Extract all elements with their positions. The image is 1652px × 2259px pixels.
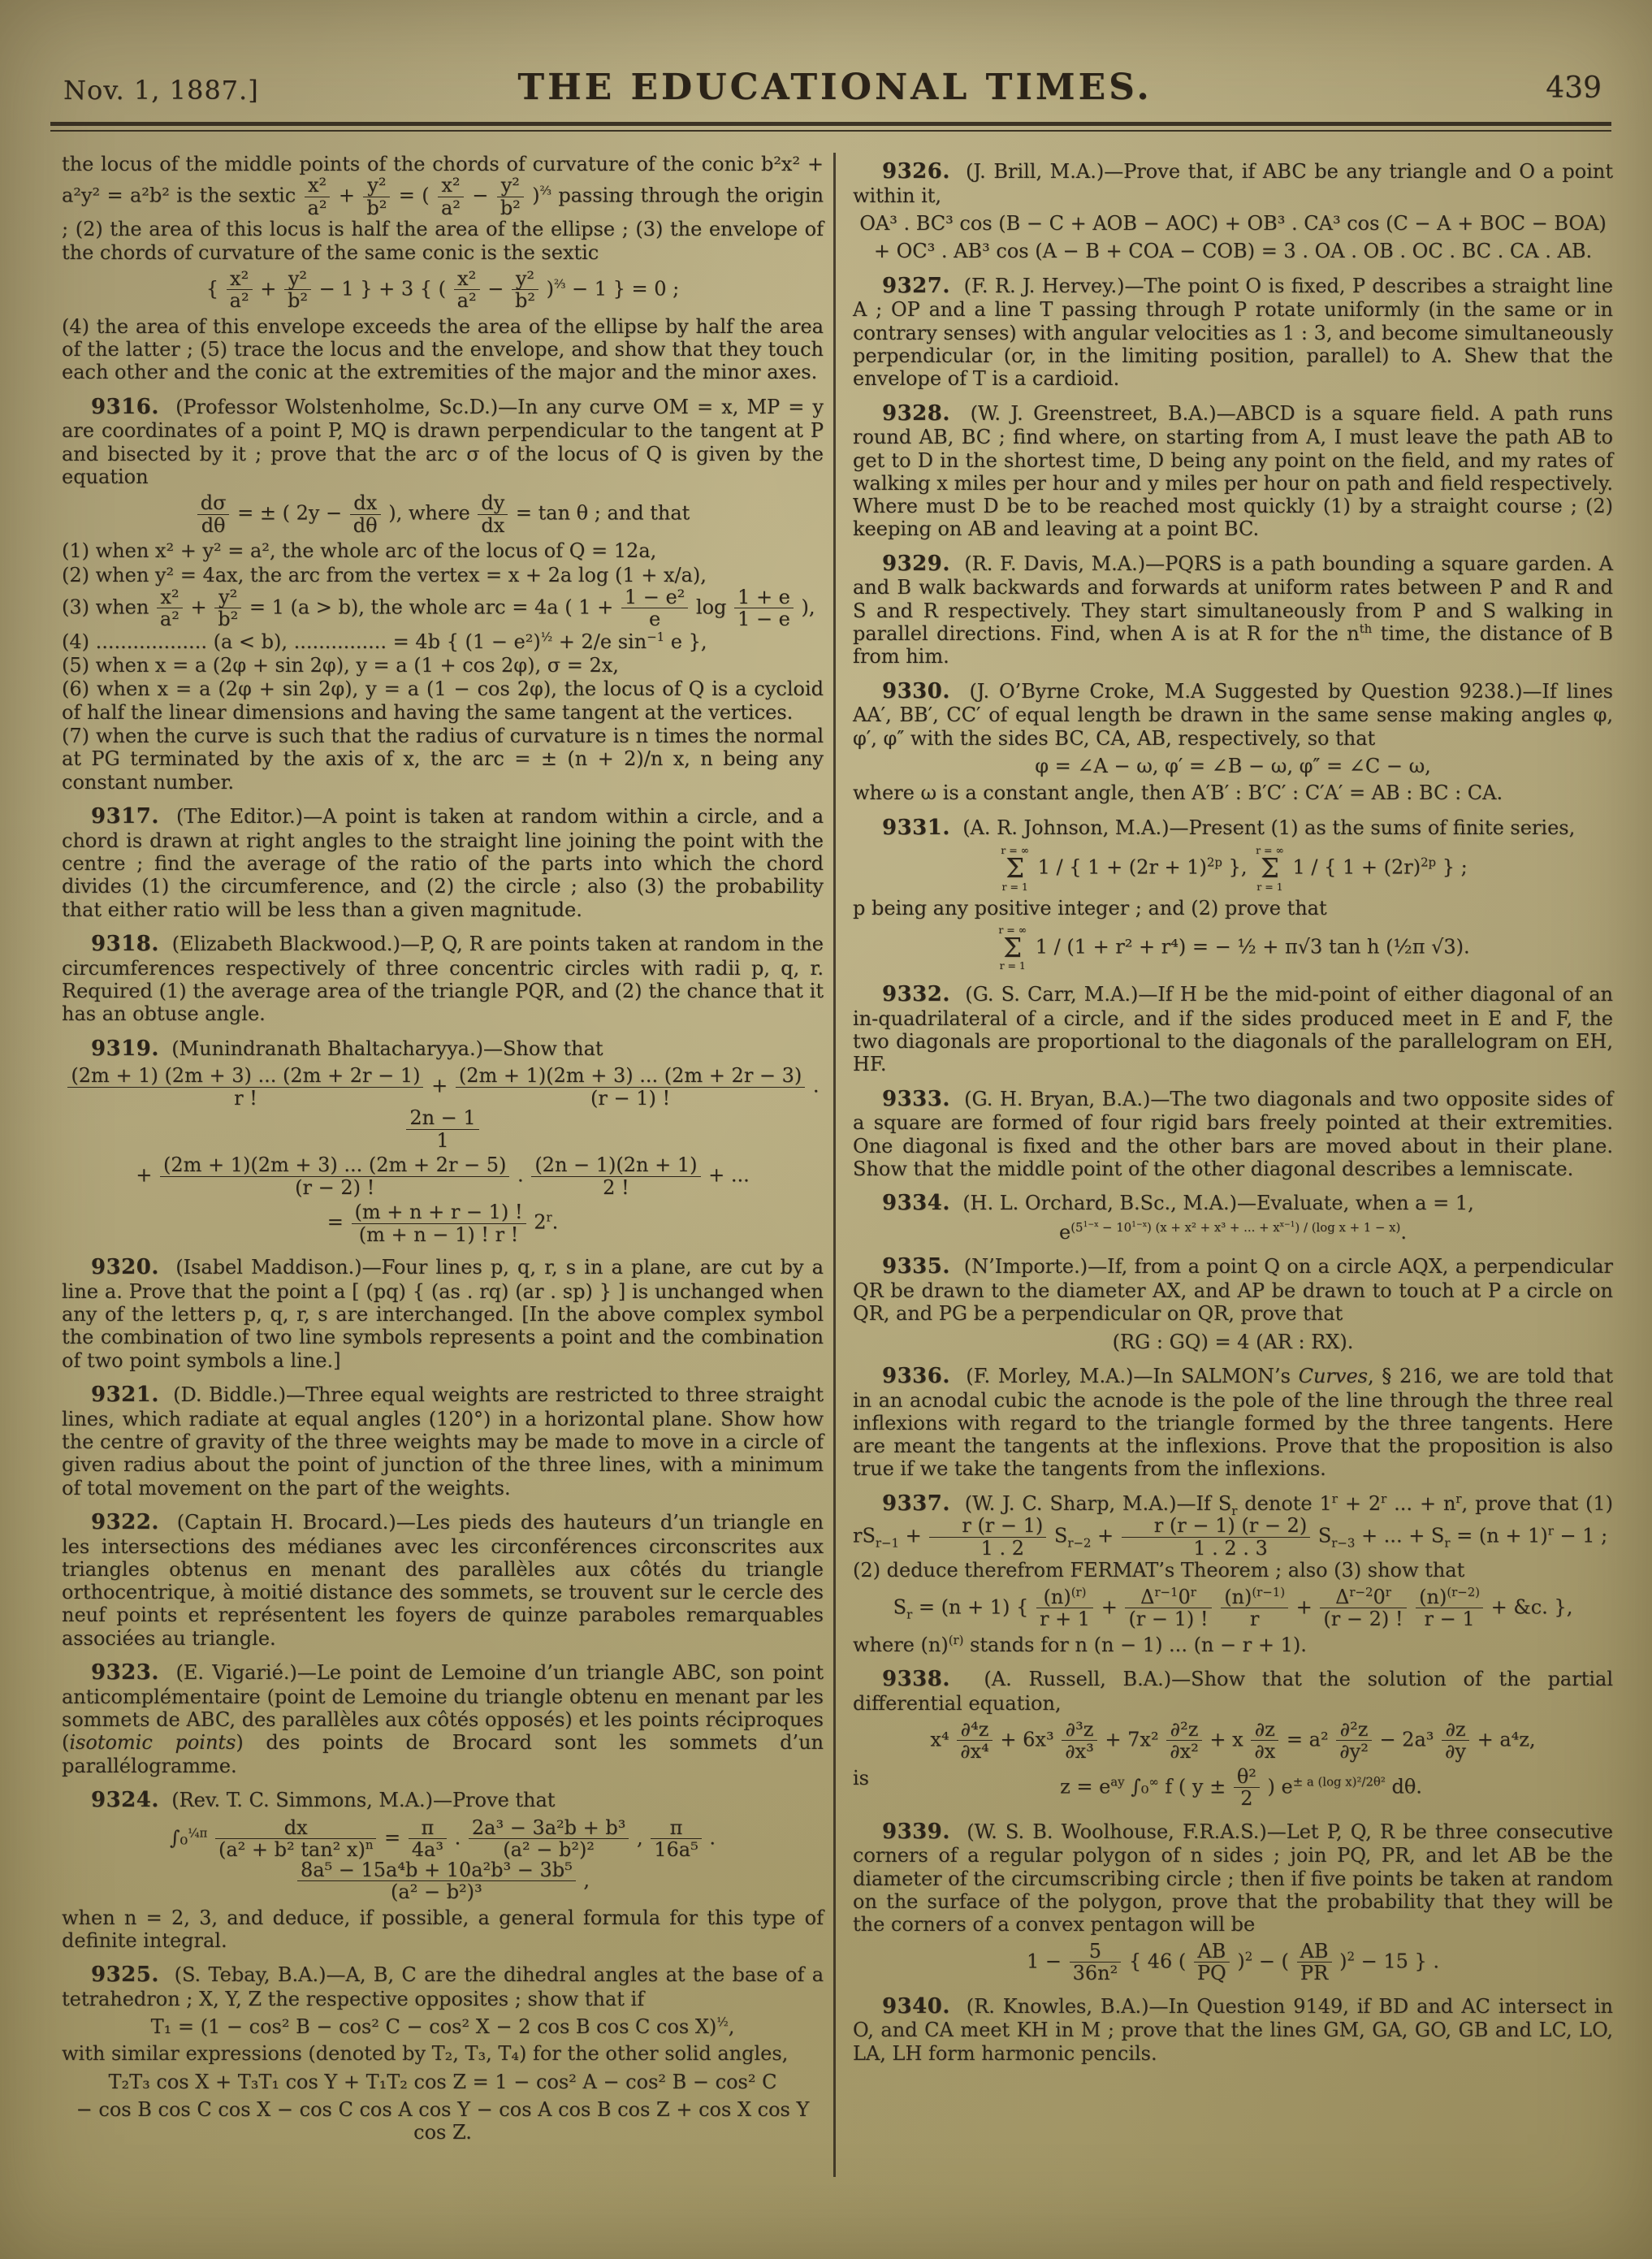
fraction: $\frac{\text{∂²z}}{\text{∂x²}}$ [1165,1720,1204,1762]
problem-opening-paragraph: 9324. (Rev. T. C. Simmons, M.A.)—Prove that [91,1788,556,1812]
problem-9321 [62,1383,824,1500]
problem-9316 [62,395,824,794]
problem-9325 [62,1963,824,2144]
problem-9331 [853,816,1613,972]
problem-9339 [853,1820,1613,1984]
problem-author: (A. Russell, B.A.) [984,1667,1172,1690]
problem-number: 9332. [882,982,950,1007]
problem-number: 9321. [91,1382,159,1407]
fraction: $\frac{\text{∂⁴z}}{\text{∂x⁴}}$ [955,1720,994,1762]
fraction: $\frac{\text{y²}}{\text{b²}}$ [510,269,540,311]
problem-paragraph: (4) the area of this envelope exceeds the area of the ellipse by half the area of the latter ; (5) trace the locus and the envelope, and show that they touch each other and the conic at the extremities of the major and the minor axes. [62,314,824,384]
problem-9326 [853,159,1613,263]
problem-number: 9322. [91,1509,159,1534]
fraction: $\frac{(2m + 1)(2m + 3) ... (2m + 2r - 5)}{(r - 2) !}$ [158,1155,511,1197]
fraction: $\frac{\text{y²}}{\text{b²}}$ [213,587,243,630]
problem-author: (Captain H. Brocard.) [176,1510,396,1534]
fraction: $\frac{\partial z}{\partial x}$ [1249,1720,1280,1762]
sum-symbol: r = ∞ Σ r = 1 [998,923,1027,972]
fraction: $\frac{AB}{PR}$ [1295,1941,1334,1984]
problem-paragraph: where $(n)^{(r)}$ stands for n (n − 1) ... (n − r + 1). [853,1632,1307,1656]
problem-9327 [853,274,1613,391]
problem-number: 9329. [882,551,950,576]
fraction: $\frac{5}{\text{36n²}}$ [1068,1941,1123,1984]
display-formula: − cos B cos C cos X − cos C cos A cos Y − cos A cos B cos Z + cos X cos Y cos Z. [76,2098,810,2144]
display-formula: $\frac{d\sigma}{d\theta}$ = ± ( 2y − $\frac{dx}{d\theta}$ ), where $\frac{dy}{dx}$ = tan θ ; and that [62,493,824,535]
problem-paragraph: (2) deduce therefrom FERMAT’s Theorem ; also (3) show that [853,1559,1465,1582]
problem-opening-paragraph: 9323. (E. Vigarié.)—Le point de Lemoine d’un triangle ABC, son point anticomplémentaire (point de Lemoine du triangle obtenu en menant par les sommets de ABC, des parallèles aux côtés opposés) et les points réciproques (isotomic points) des points de Brocard sont les sommets d’un parallélogramme. [62,1660,824,1777]
journal-title: THE EDUCATIONAL TIMES. [517,67,1153,108]
fraction: $\frac{\Delta^{r-1}0^r}{(r - 1) !}$ [1123,1587,1213,1629]
fraction: $\frac{\text{y²}}{\text{b²}}$ [283,269,313,311]
fraction: $\frac{(n)^{(r-2)}}{r - 1}$ [1414,1587,1485,1629]
left-column [62,153,824,2155]
problem-author: (H. L. Orchard, B.Sc., M.A.) [962,1192,1237,1215]
display-formula: OA³ . BC³ cos (B − C + AOB − AOC) + OB³ . CA³ cos (C − A + BOC − BOA) [859,211,1607,235]
display-formula: T₂T₃ cos X + T₃T₁ cos Y + T₁T₂ cos Z = 1 − cos² A − cos² B − cos² C [108,2070,777,2093]
fraction: $\frac{\text{y²}}{\text{b²}}$ [495,175,525,218]
problem-9320 [62,1255,824,1372]
fraction: $\frac{\text{∂³z}}{\text{∂x³}}$ [1060,1720,1099,1762]
problem-author: (J. Brill, M.A.) [966,160,1105,183]
display-formula: $e^{(5^{1-x} - 10^{1-x}) (x + x^2 + x^3 + ... + x^{x-1}) / (log x + 1 - x)}$. [1059,1219,1407,1244]
formula-side-label: is [853,1766,869,1789]
problem-paragraph: (2) when y² = 4ax, the arc from the vertex = x + 2a log (1 + x/a), [62,563,707,586]
problem-opening-paragraph: 9325. (S. Tebay, B.A.)—A, B, C are the dihedral angles at the base of a tetrahedron ; X, Y, Z the respective opposites ; show that if [62,1963,824,2010]
page-number: 439 [1546,71,1602,105]
problem-opening-paragraph: 9320. (Isabel Maddison.)—Four lines p, q, r, s in a plane, are cut by a line a. Prove that the point a [ (pq) { (as . rq) (ar . sp) } ] is unchanged when any of the letters p, q, r, s are interchanged. [In the above complex symbol the combination of two line symbols represents a point and the combination of two point symbols a line.] [62,1255,824,1372]
problem-9328 [853,401,1613,541]
problem-opening-paragraph: 9332. (G. S. Carr, M.A.)—If H be the mid-point of either diagonal of an in-quadrilateral of a circle, and if the sides produced meet in E and F, the two diagonals are proportional to the diagonals of the parallelogram on EH, HF. [853,982,1613,1076]
problem-9337 [853,1491,1613,1656]
problem-author: (Professor Wolstenholme, Sc.D.) [175,395,499,418]
problem-author: (D. Biddle.) [173,1383,286,1406]
problem-author: (G. H. Bryan, B.A.) [964,1087,1151,1110]
fraction: $\frac{\Delta^{r-2}0^r}{(r - 2) !}$ [1318,1587,1408,1629]
problem-author: (R. F. Davis, M.A.) [964,552,1146,575]
problem-paragraph: where ω is a constant angle, then A′B′ : B′C′ : C′A′ = AB : BC : CA. [853,781,1503,805]
problem-paragraph: the locus of the middle points of the chords of curvature of the conic b²x² + a²y² = a²b² is the sextic $\frac{\text{x²}}{\text{a²}}$ + $\frac{\text{y²}}{\text{b²}}$ = ( $\frac{\text{x²}}{\text{a²}}$ − $\frac{\text{y²}}{\text{b²}}$ )$^{\frac{2}{3}}$ passing through the origin ; (2) the area of this locus is half the area of the ellipse ; (3) the envelope of the chords of curvature of the same conic is the sextic [62,153,824,264]
problem-number: 9316. [91,394,159,419]
fraction: $\frac{(m + n + r - 1) !}{(m + n - 1) ! r !}$ [350,1202,528,1244]
fraction: $\frac{\text{x²}}{\text{a²}}$ [303,175,332,218]
fraction: $\frac{(2m + 1)(2m + 3) ... (2m + 2r - 3)}{(r - 1) !}$ [454,1066,807,1108]
problem-9333 [853,1087,1613,1181]
problem-author: (F. Morley, M.A.) [966,1364,1134,1387]
display-formula: x⁴ $\frac{\text{∂⁴z}}{\text{∂x⁴}}$ + 6x³ $\frac{\text{∂³z}}{\text{∂x³}}$ + 7x² $\frac{\text{∂²z}}{\text{∂x²}}$ + x $\frac{\partial z}{\partial x}$ = a² $\frac{\text{∂²z}}{\text{∂y²}}$ − 2a³ $\frac{\partial z}{\partial y}$ + a⁴z, [930,1717,1536,1763]
display-formula: = $\frac{(m + n + r - 1) !}{(m + n - 1) ! r !}$ 2$^r$. [327,1201,559,1246]
problem-opening-paragraph: 9333. (G. H. Bryan, B.A.)—The two diagonals and two opposite sides of a square are formed of four rigid bars freely pointed at their extremities. One diagonal is fixed and the other bars are moved about in their plane. Show that the middle point of the other diagonal describes a lemniscate. [853,1086,1614,1180]
problem-9334 [853,1191,1613,1244]
fraction: $\frac{\text{x²}}{\text{a²}}$ [225,269,254,311]
fraction: $\frac{\text{∂²z}}{\text{∂y²}}$ [1334,1720,1373,1762]
display-formula: T₁ = (1 − cos² B − cos² C − cos² X − 2 cos B cos C cos X)$^{\frac{1}{2}}$, [150,2014,735,2039]
fraction: $\frac{\pi}{\text{16a⁵}}$ [649,1818,703,1860]
fraction: $\frac{r (r - 1)}{1 . 2}$ [928,1516,1048,1558]
fraction: $\frac{\text{x²}}{\text{a²}}$ [155,587,184,630]
problem-opening-paragraph: 9319. (Munindranath Bhaltacharyya.)—Show that [91,1036,603,1061]
problem-paragraph: (3) when $\frac{\text{x²}}{\text{a²}}$ + $\frac{\text{y²}}{\text{b²}}$ = 1 (a > b), the whole arc = 4a ( 1 + $\frac{\text{1 − e²}}{e}$ log $\frac{1 + e}{1 - e}$ ), [62,585,815,631]
fraction: $\frac{\text{x²}}{\text{a²}}$ [436,175,465,218]
problem-author: (The Editor.) [176,805,304,829]
problem-9335 [853,1254,1613,1353]
problem-opening-paragraph: 9340. (R. Knowles, B.A.)—In Question 9149, if BD and AC intersect in O, and CA meet KH in M ; prove that the lines GM, GA, GO, GB and LC, LO, LA, LH form harmonic pencils. [853,1993,1613,2065]
problem-opening-paragraph: 9330. (J. O’Byrne Croke, M.A Suggested by Question 9238.)—If lines AA′, BB′, CC′ of equal length be drawn in the same sense making angles φ, φ′, φ″ with the sides BC, CA, AB, respectively, so that [853,678,1613,750]
display-formula: ∫₀$^{\frac{1}{4}\pi}$ $\frac{dx}{(a^2 + b^2 \tan^2 x)^n}$ = $\frac{\pi}{\text{4a³}}$ . $\frac{\text{2a³ − 3a²b + b³}}{\text{(a² − b²)²}}$ , $\frac{\pi}{\text{16a⁵}}$ . $\frac{\text{8a⁵ − 15a⁴b + 10a²b³ − 3b⁵}}{\text{(a² − b²)³}}$ , [170,1815,716,1904]
continuation-text [62,153,824,384]
display-formula: r = ∞ Σ r = 1 1 / (1 + r² + r⁴) = − ½ + π√3 tan h (½π √3). [998,923,1470,972]
problem-author: (J. O’Byrne Croke, M.A Suggested by Question 9238.) [969,679,1523,703]
problem-opening-paragraph: 9327. (F. R. J. Hervey.)—The point O is fixed, P describes a straight line A ; OP and a line T passing through P rotate uniformly (in the same or in contrary senses) with angular velocities as 1 : 3, and become simultaneously perpendicular (or, in the limiting position, parallel) to A. Shew that the envelope of T is a cardioid. [853,273,1614,391]
issue-date: Nov. 1, 1887.] [63,75,259,106]
problem-number: 9320. [91,1255,159,1279]
fraction: $\frac{dy}{dx}$ [476,493,509,535]
sum-symbol: r = ∞ Σ r = 1 [1001,844,1030,893]
problem-opening-paragraph: 9321. (D. Biddle.)—Three equal weights are restricted to three straight lines, which radiate at equal angles (120°) in a horizontal plane. Show how the centre of gravity of the three weights may be made to move in a circle of given radius about the point of junction of the three lines, with a minimum of total movement on the part of the weights. [62,1382,824,1500]
problem-paragraph: p being any positive integer ; and (2) prove that [853,896,1327,920]
problem-opening-paragraph: 9318. (Elizabeth Blackwood.)—P, Q, R are points taken at random in the circumferences respectively of three concentric circles with radii p, q, r. Required (1) the average area of the triangle PQR, and (2) the chance that it has an obtuse angle. [62,931,824,1026]
page-header [63,63,1607,112]
fraction: $\frac{d\sigma}{d\theta}$ [196,493,231,535]
problem-number: 9319. [91,1036,159,1061]
problem-number: 9317. [91,804,159,829]
problem-author: (Munindranath Bhaltacharyya.) [171,1036,483,1060]
problem-author: (Elizabeth Blackwood.) [171,932,400,955]
problem-author: (F. R. J. Hervey.) [963,274,1125,297]
header-rule [50,122,1611,132]
display-formula: φ = ∠A − ω, φ′ = ∠B − ω, φ″ = ∠C − ω, [1035,754,1431,777]
problem-opening-paragraph: 9322. (Captain H. Brocard.)—Les pieds des hauteurs d’un triangle en les intersections des médianes avec les circonférences circonscrites aux triangles obtenus en menant des parallèles aux côtés du triangle orthocentrique, à moitié distance des sommets, se trouvent sur le cercle des neuf points et représentent les foyers de quinze paraboles remarquables associées au triangle. [62,1509,824,1650]
problem-paragraph: (7) when the curve is such that the radius of curvature is n times the normal at PG terminated by the axis of x, the arc = ± (n + 2)/n x, n being any constant number. [62,725,824,794]
problem-number: 9331. [882,815,950,840]
problem-number: 9318. [91,931,159,956]
problem-number: 9330. [882,678,950,703]
problem-opening-paragraph: 9338. (A. Russell, B.A.)—Show that the solution of the partial differential equation, [853,1666,1614,1715]
problem-9323 [62,1660,824,1777]
problem-author: (Rev. T. C. Simmons, M.A.) [171,1789,433,1811]
problem-author: (W. J. Greenstreet, B.A.) [970,401,1217,425]
problem-opening-paragraph: 9317. (The Editor.)—A point is taken at random within a circle, and a chord is drawn at right angles to the straight line joining the point with the centre ; find the average of the ratio of the parts into which the chord divides (1) the circumference, and (2) the circle ; also (3) the probability that either ratio will be less than a given magnitude. [62,804,824,921]
fraction: $\frac{(2n - 1)(2n + 1)}{2 !}$ [530,1155,702,1197]
problem-paragraph: when n = 2, 3, and deduce, if possible, a general formula for this type of definite integral. [62,1906,824,1952]
problem-opening-paragraph: 9339. (W. S. B. Woolhouse, F.R.A.S.)—Let P, Q, R be three consecutive corners of a regular polygon of n sides ; join PQ, PR, and let AB be the diameter of the circumscribing circle ; then if five points be taken at random on the surface of the polygon, prove that the probability that they will be the corners of a convex pentagon will be [853,1819,1613,1937]
problem-opening-paragraph: 9337. (W. J. C. Sharp, M.A.)—If $S_r$ denote $1^r + 2^r$ ... + $n^r$, prove that (1) $rS_{r-1}$ + $\frac{r (r - 1)}{1 . 2}$ $S_{r-2}$ + $\frac{r (r - 1) (r - 2)}{1 . 2 . 3}$ $S_{r-3}$ + ... + $S_r = (n + 1)^r - 1$ ; [853,1491,1613,1560]
fraction: $\frac{dx}{(a^2 + b^2 \tan^2 x)^n}$ [214,1818,378,1860]
problem-number: 9327. [882,273,950,298]
problem-author: (E. Vigarié.) [175,1661,297,1685]
problem-opening-paragraph: 9329. (R. F. Davis, M.A.)—PQRS is a path bounding a square garden. A and B walk backwards and forwards at uniform rates between P and R and S and R respectively. They start simultaneously from P and S walking in parallel directions. Find, when A is at R for the $n^{th}$ time, the distance of B from him. [853,551,1613,669]
column-divider-rule [833,153,836,2177]
problem-paragraph: (4) .................. (a < b), ............... = 4b { $(1 - e^2)^{\frac{1}{2}} + 2/e$ $\sin^{-1} e$ }, [62,629,707,653]
problem-number: 9339. [882,1819,950,1844]
fraction: $\frac{\text{8a⁵ − 15a⁴b + 10a²b³ − 3b⁵}}{\text{(a² − b²)³}}$ [296,1860,577,1902]
problem-opening-paragraph: 9335. (N’Importe.)—If, from a point Q on a circle AQX, a perpendicular QR be drawn to the diameter AX, and AP be drawn to touch at P a circle on QR, and PG be a perpendicular on QR, prove that [853,1254,1613,1326]
fraction: $\frac{AB}{PQ}$ [1192,1941,1231,1984]
fraction: $\frac{\text{y²}}{\text{b²}}$ [361,175,391,218]
problem-9330 [853,679,1613,805]
display-formula: $S_r = (n + 1)$ { $\frac{(n)^{(r)}}{r + 1}$ + $\frac{\Delta^{r-1}0^r}{(r - 1) !}$ $\frac{(n)^{(r-1)}}{r}$ + $\frac{\Delta^{r-2}0^r}{(r - 2) !}$ $\frac{(n)^{(r-2)}}{r - 1}$ + &c. }, [893,1584,1573,1631]
right-column [853,159,1613,2075]
fraction: $\frac{2n - 1}{1}$ [404,1108,480,1150]
problem-9322 [62,1510,824,1650]
problem-author: (W. J. C. Sharp, M.A.) [964,1491,1177,1515]
problem-number: 9338. [882,1666,950,1691]
problem-9324 [62,1788,824,1952]
problem-paragraph: (6) when x = a (2φ + sin 2φ), y = a (1 − cos 2φ), the locus of Q is a cycloid of half the linear dimensions and having the same tangent at the vertices. [62,677,824,724]
display-formula: $\frac{(2m + 1) (2m + 3) ... (2m + 2r - 1)}{r !}$ + $\frac{(2m + 1)(2m + 3) ... (2m + 2r - 3)}{(r - 1) !}$ . $\frac{2n - 1}{1}$ [62,1066,824,1150]
problem-number: 9323. [91,1660,159,1686]
problem-number: 9336. [882,1363,950,1388]
problem-paragraph: with similar expressions (denoted by T₂, T₃, T₄) for the other solid angles, [62,2042,789,2066]
fraction: $\frac{(n)^{(r)}}{r + 1}$ [1035,1587,1095,1629]
problem-9336 [853,1364,1613,1481]
problem-opening-paragraph: 9334. (H. L. Orchard, B.Sc., M.A.)—Evaluate, when a = 1, [882,1191,1474,1216]
problem-paragraph: (1) when x² + y² = a², the whole arc of the locus of Q = 12a, [62,539,657,563]
problem-opening-paragraph: 9326. (J. Brill, M.A.)—Prove that, if ABC be any triangle and O a point within it, [853,159,1613,207]
fraction: $\frac{\pi}{\text{4a³}}$ [407,1818,448,1860]
fraction: $\frac{(n)^{(r-1)}}{r}$ [1219,1587,1290,1629]
problem-9338 [853,1667,1613,1809]
problem-number: 9333. [882,1086,950,1111]
problem-9340 [853,1994,1613,2065]
text-columns [62,153,1613,2186]
fraction: $\frac{\text{θ²}}{2}$ [1232,1767,1261,1809]
problem-author: (Isabel Maddison.) [175,1256,362,1279]
fraction: $\frac{dx}{d\theta}$ [348,493,383,535]
fraction: $\frac{r (r - 1) (r - 2)}{1 . 2 . 3}$ [1120,1516,1312,1558]
problem-opening-paragraph: 9316. (Professor Wolstenholme, Sc.D.)—In any curve OM = x, MP = y are coordinates of a point P, MQ is drawn perpendicular to the tangent at P and bisected by it ; prove that the arc σ of the locus of Q is given by the equation [62,394,824,489]
display-formula: (RG : GQ) = 4 (AR : RX). [1112,1330,1354,1353]
problem-9329 [853,552,1613,669]
problem-number: 9334. [882,1191,950,1216]
display-formula: + $\frac{(2m + 1)(2m + 3) ... (2m + 2r - 5)}{(r - 2) !}$ . $\frac{(2n - 1)(2n + 1)}{2 !}$ + ... [136,1153,750,1199]
problem-9319 [62,1036,824,1244]
fraction: $\frac{\text{2a³ − 3a²b + b³}}{\text{(a² − b²)²}}$ [467,1818,630,1860]
fraction: $\frac{1 + e}{1 - e}$ [733,587,795,630]
problem-author: (G. S. Carr, M.A.) [965,983,1139,1006]
problem-paragraph: (5) when x = a (2φ + sin 2φ), y = a (1 + cos 2φ), σ = 2x, [62,654,619,677]
problem-author: (S. Tebay, B.A.) [174,1963,327,1987]
display-formula: 1 − $\frac{5}{\text{36n²}}$ { 46 ( $\frac{AB}{PQ}$ )$^2$ − ( $\frac{AB}{PR}$ )$^2$ − 15 } . [1026,1939,1440,1985]
problem-number: 9324. [91,1788,159,1812]
problem-number: 9335. [882,1254,950,1279]
problem-opening-paragraph: 9331. (A. R. Johnson, M.A.)—Present (1) as the sums of finite series, [882,815,1576,840]
problem-opening-paragraph: 9328. (W. J. Greenstreet, B.A.)—ABCD is a square field. A path runs round AB, BC ; find where, on starting from A, I must leave the path AB to get to D in the shortest time, D being any point on the field, and my rates of walking x miles per hour and y miles per hour on path and field respectively. Where must D be to be reached most quickly (1) by a straight course ; (2) keeping on AB and leaving at a point BC. [853,400,1613,541]
problem-author: (R. Knowles, B.A.) [966,1994,1149,2018]
display-formula: + OC³ . AB³ cos (A − B + COA − COB) = 3 . OA . OB . OC . BC . CA . AB. [873,240,1593,263]
problem-number: 9340. [882,1993,950,2019]
fraction: $\frac{\text{1 − e²}}{e}$ [620,587,690,630]
problem-number: 9328. [882,400,950,426]
fraction: $\frac{\partial z}{\partial y}$ [1440,1720,1471,1762]
problem-author: (W. S. B. Woolhouse, F.R.A.S.) [967,1820,1267,1843]
problem-author: (A. R. Johnson, M.A.) [962,816,1170,839]
problem-number: 9326. [882,159,950,184]
sum-symbol: r = ∞ Σ r = 1 [1256,844,1284,893]
problem-9318 [62,932,824,1026]
problem-9332 [853,982,1613,1076]
problem-number: 9325. [91,1963,159,1988]
fraction: $\frac{\text{x²}}{\text{a²}}$ [452,269,482,311]
display-formula: is $z = e^{ay}$ ∫₀∞ f ( y ± $\frac{\text{θ²}}{2}$ ) $e^{\pm a (log x)^2/2\theta^2}$ dθ. [853,1764,1422,1811]
problem-number: 9337. [882,1491,950,1516]
problem-9317 [62,804,824,921]
display-formula: { $\frac{\text{x²}}{\text{a²}}$ + $\frac{\text{y²}}{\text{b²}}$ − 1 } + 3 { ( $\frac{\text{x²}}{\text{a²}}$ − $\frac{\text{y²}}{\text{b²}}$ )$^{\frac{2}{3}}$ − 1 } = 0 ; [205,266,680,313]
problem-opening-paragraph: 9336. (F. Morley, M.A.)—In SALMON’s Curves, § 216, we are told that in an acnodal cubic the acnode is the pole of the line through the three real inflexions with regard to the triangle formed by the three tangents. Here are meant the tangents at the inflexions. Prove that the proposition is also true if we take the tangents from the inflexions. [853,1363,1613,1481]
display-formula: r = ∞ Σ r = 1 1 / { $1 + (2r + 1)^{2p}$ }, r = ∞ Σ r = 1 1 / { $1 + (2r)^{2p}$ } ; [1001,844,1468,893]
fraction: $\frac{(2m + 1) (2m + 3) ... (2m + 2r - 1)}{r !}$ [66,1066,425,1108]
problem-author: (N’Importe.) [963,1255,1088,1279]
